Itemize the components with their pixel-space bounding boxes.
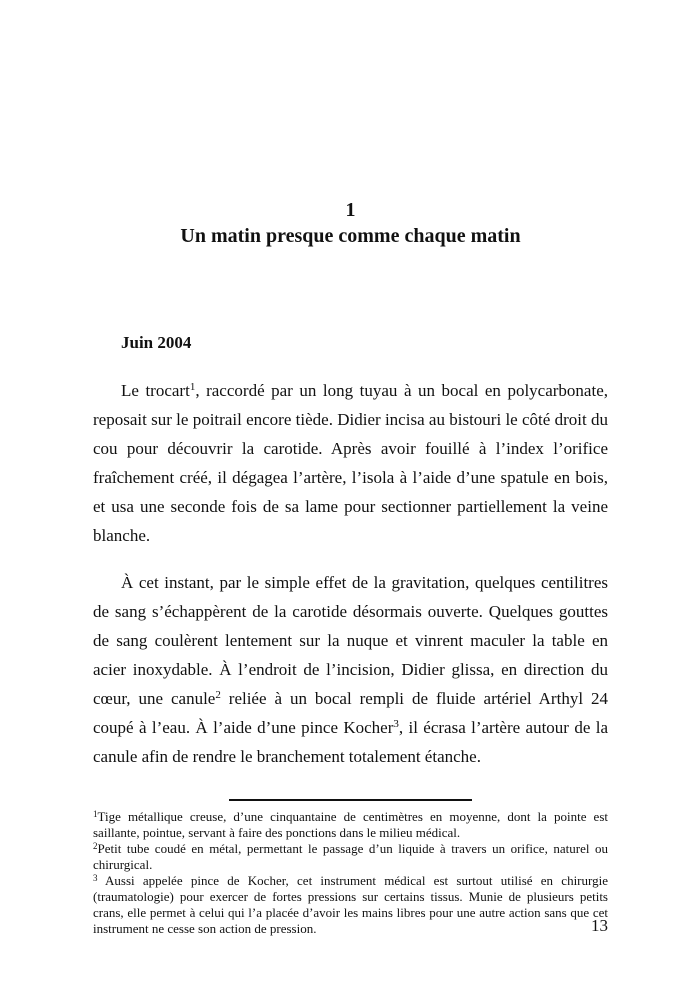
footnote-ref-1: 1 (189, 381, 196, 393)
footnote-2 (93, 841, 608, 873)
footnotes-block (93, 809, 608, 937)
page-number: 13 (591, 916, 608, 935)
paragraph-2-text: reliée à un bocal rempli de fluide artériel Arthyl 24 coupé à l’eau. À l’aide d’une pince Kocher (93, 689, 608, 737)
footnote-1-text: Tige métallique creuse, d’une cinquantaine de centimètres en moyenne, dont la pointe est saillante, pointue, servant à faire des ponctions dans le milieu médical. (93, 809, 608, 840)
footnote-3-marker: 3 (93, 873, 98, 883)
paragraph-2-text: À cet instant, par le simple effet de la gravitation, quelques centilitres de sang s’échappèrent de la carotide désormais ouverte. Quelques gouttes de sang coulèrent lentement sur la nuque et vinrent maculer la table en acier inoxydable. À l’endroit de l’incision, Didier glissa, en direction du cœur, une canule (93, 573, 608, 708)
footnote-3 (93, 873, 608, 937)
text-block (93, 0, 608, 937)
date-heading: Juin 2004 (121, 333, 192, 352)
paragraph-1-text: Le trocart (121, 381, 190, 400)
footnote-3-text: Aussi appelée pince de Kocher, cet instrument médical est surtout utilisé en chirurgie (traumatologie) pour exercer de fortes pressions sur certains tissus. Munie de plusieurs petits crans, elle permet à celui qui l’a placée d’avoir les mains libres pour une autre action sans que cet instrument ne cesse son action de pression. (93, 873, 608, 936)
footnote-1 (93, 809, 608, 841)
footnote-separator (229, 799, 472, 801)
chapter-number: 1 (345, 199, 356, 221)
paragraph-1 (93, 376, 608, 550)
footnote-2-text: Petit tube coudé en métal, permettant le passage d’un liquide à travers un orifice, naturel ou chirurgical. (93, 841, 608, 872)
footnote-2-marker: 2 (93, 841, 98, 851)
paragraph-2-text: , il écrasa l’artère autour de la canule afin de rendre le branchement totalement étanche. (93, 718, 608, 766)
footnote-ref-3: 3 (393, 718, 399, 730)
footnote-1-marker: 1 (93, 809, 98, 819)
paragraph-2 (93, 568, 608, 771)
chapter-title: Un matin presque comme chaque matin (180, 225, 521, 247)
paragraph-1-text: , raccordé par un long tuyau à un bocal en polycarbonate, reposait sur le poitrail encore tiède. Didier incisa au bistouri le côté droit du cou pour découvrir la carotide. Après avoir fouillé à l’index l’orifice fraîchement créé, il dégagea l’artère, l’isola à l’aide d’une spatule en bois, et usa une seconde fois de sa lame pour sectionner partiellement la veine blanche. (93, 381, 608, 545)
footnote-ref-2: 2 (215, 689, 221, 701)
